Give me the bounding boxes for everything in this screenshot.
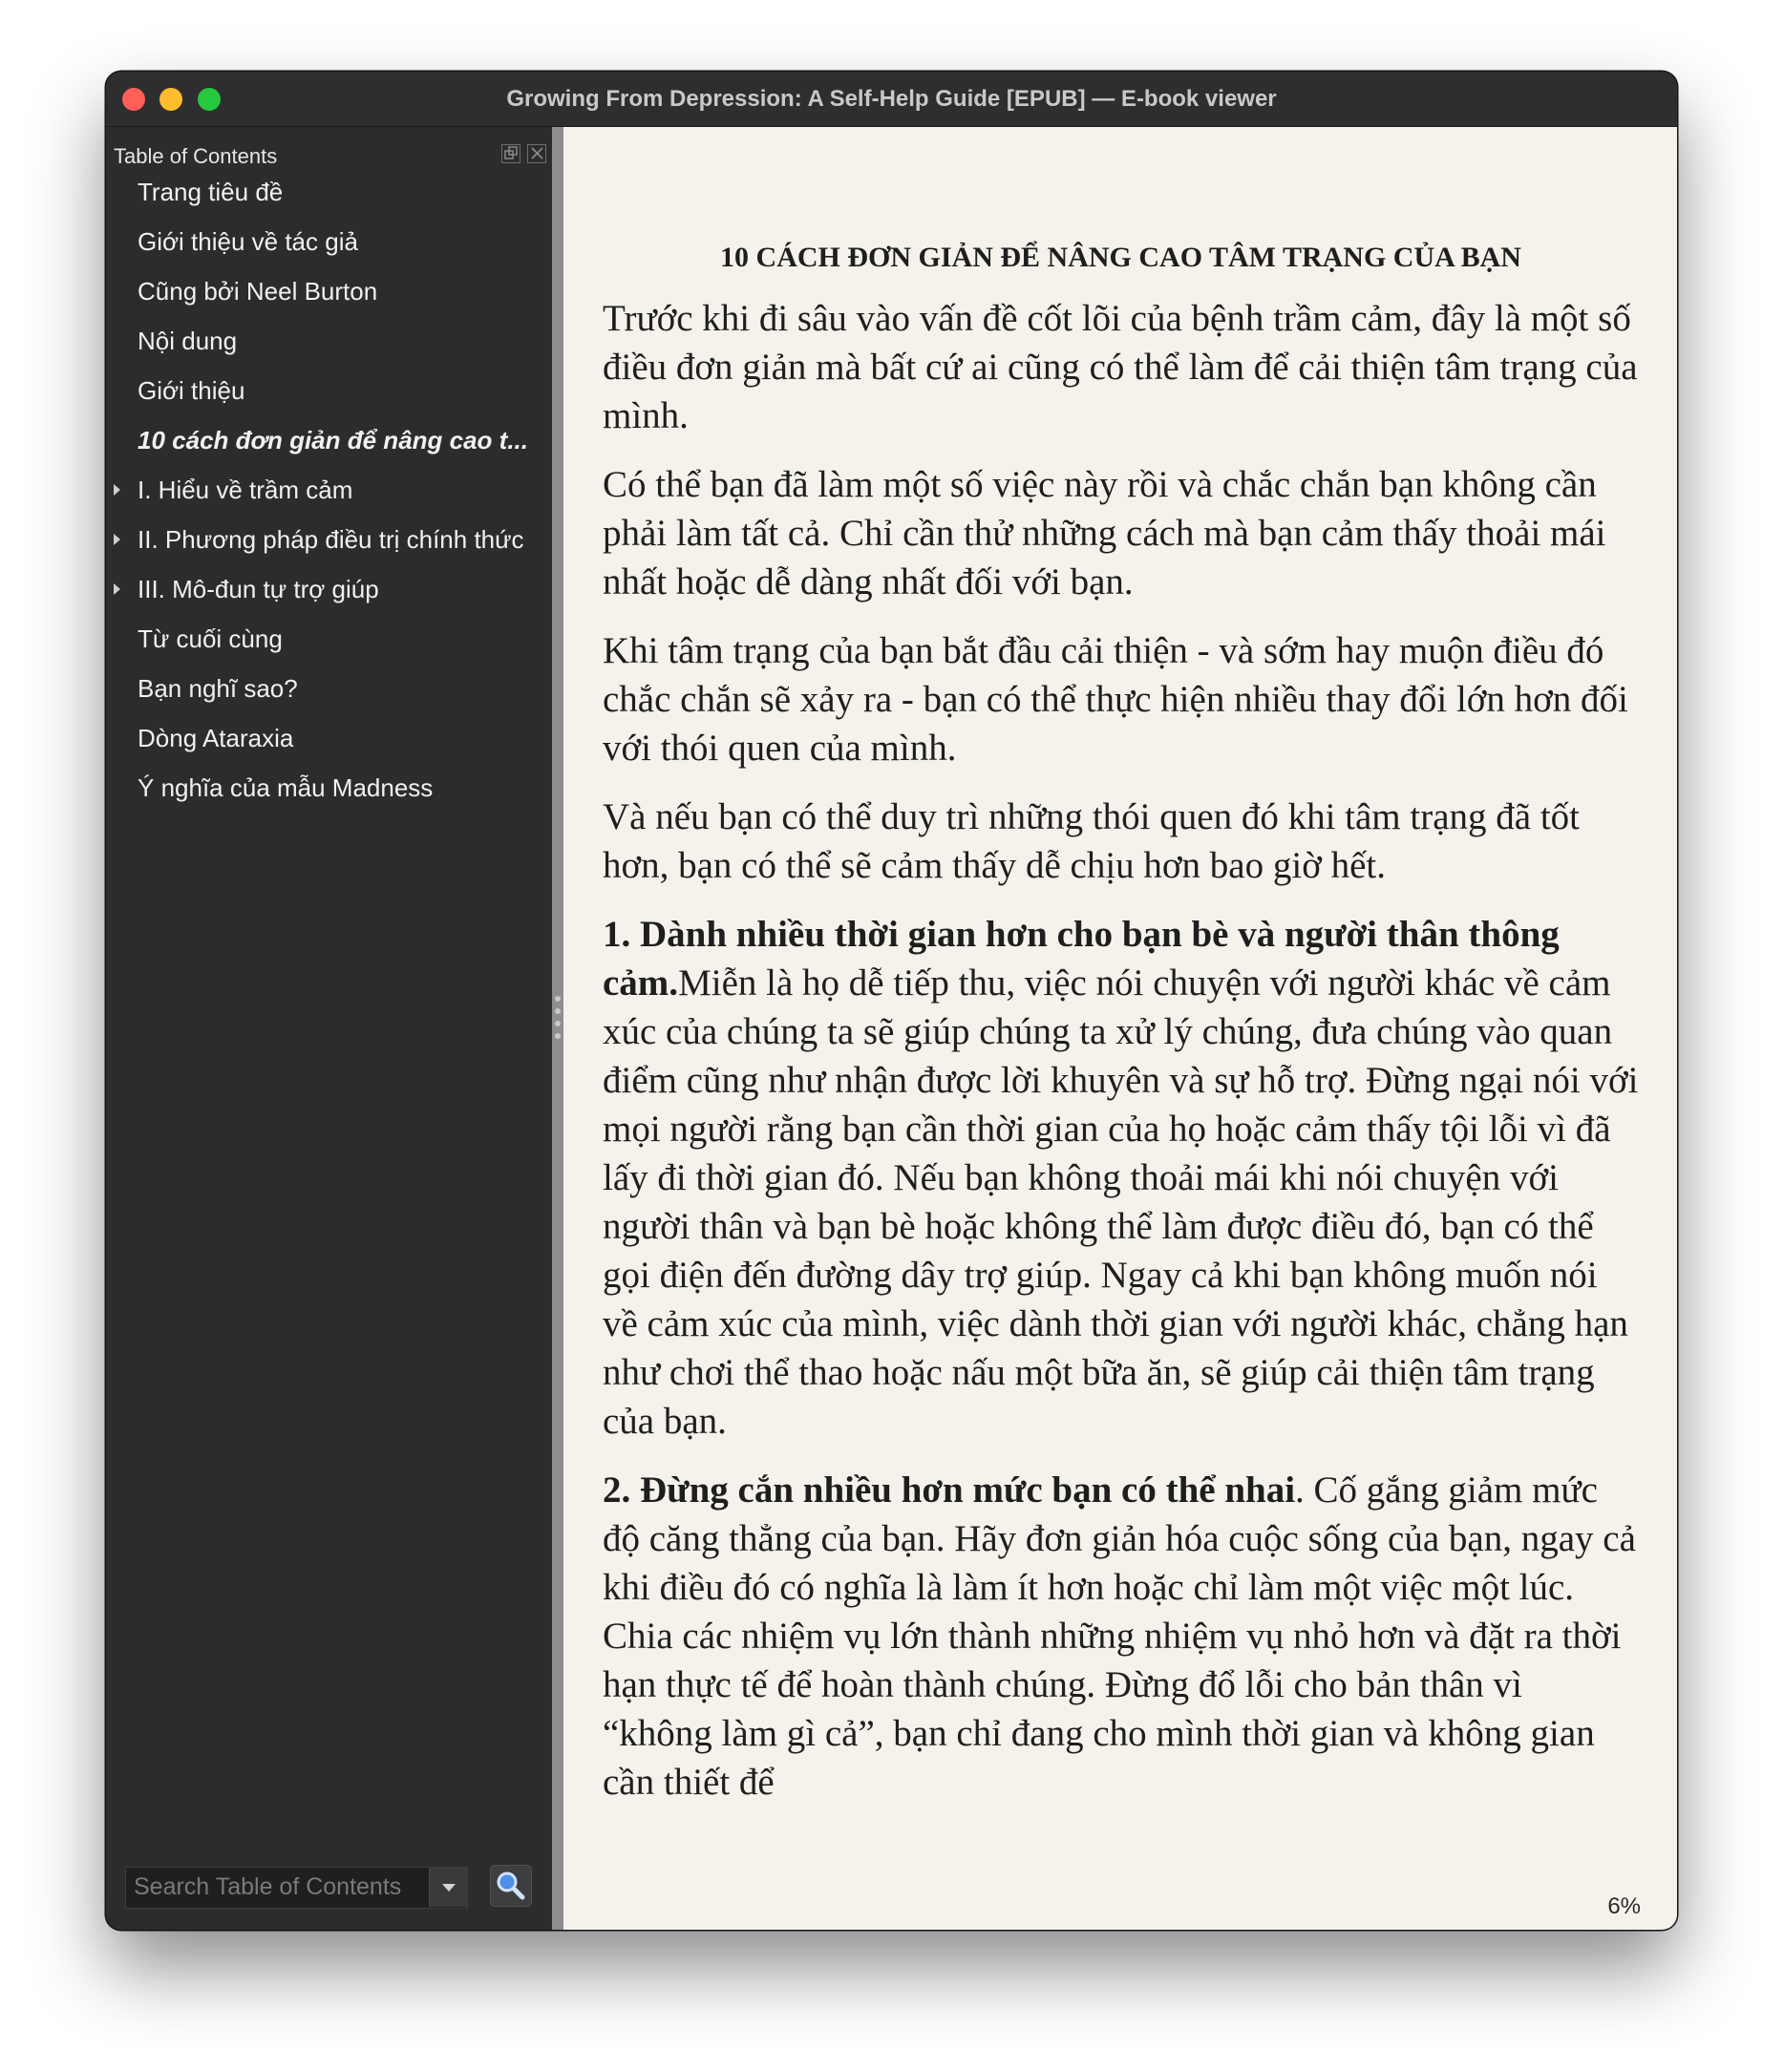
toc-item-label: III. Mô-đun tự trợ giúp <box>138 575 379 603</box>
toc-item[interactable]: Giới thiệu về tác giả <box>138 227 358 256</box>
splitter-grip-dot <box>555 1033 561 1039</box>
toc-panel-title: Table of Contents <box>114 144 278 168</box>
panel-splitter[interactable] <box>552 127 563 1930</box>
expand-arrow-icon[interactable] <box>114 484 120 496</box>
toc-item[interactable]: Bạn nghĩ sao? <box>138 674 298 703</box>
toc-item[interactable]: Ý nghĩa của mẫu Madness <box>138 773 434 802</box>
tip-body: . Cố gắng giảm mức độ căng thẳng của bạn. Hãy đơn giản hóa cuộc sống của bạn, ngay cả khi điều đó có nghĩa là làm ít hơn hoặc chỉ làm một việc một lúc. Chia các nhiệm vụ lớn thành những nhiệm vụ nhỏ hơn và đặt ra thời hạn thực tế để hoàn thành chúng. Đừng đổ lỗi cho bản thân vì “không làm gì cả”, bạn chỉ đang cho mình thời gian và không gian cần thiết để <box>603 1469 1636 1803</box>
search-button[interactable] <box>490 1865 532 1907</box>
toc-item-expandable[interactable] <box>106 465 534 515</box>
toc-list <box>106 167 552 813</box>
toc-item-expandable[interactable] <box>106 515 534 564</box>
tip-body: Miễn là họ dễ tiếp thu, việc nói chuyện với người khác về cảm xúc của chúng ta sẽ giúp chúng ta xử lý chúng, đưa chúng vào quan điểm cũng như nhận được lời khuyên và sự hỗ trợ. Đừng ngại nói với mọi người rằng bạn cần thời gian của họ hoặc cảm thấy tội lỗi vì đã lấy đi thời gian đó. Nếu bạn không thoải mái khi nói chuyện với người thân và bạn bè hoặc không thể làm được điều đó, bạn có thể gọi điện đến đường dây trợ giúp. Ngay cả khi bạn không muốn nói về cảm xúc của mình, việc dành thời gian với người khác, chẳng hạn như chơi thể thao hoặc nấu một bữa ăn, sẽ giúp cải thiện tâm trạng của bạn. <box>603 962 1639 1442</box>
toc-panel <box>106 127 552 1930</box>
toc-item[interactable]: Giới thiệu <box>138 376 245 405</box>
toc-item-expandable[interactable] <box>106 564 534 614</box>
book-content <box>603 239 1639 1827</box>
paragraph: Trước khi đi sâu vào vấn đề cốt lõi của bệnh trầm cảm, đây là một số điều đơn giản mà bất cứ ai cũng có thể làm để cải thiện tâm trạng của mình. <box>603 298 1638 436</box>
tip-paragraph <box>603 1466 1639 1807</box>
toc-item[interactable]: Dòng Ataraxia <box>138 724 294 752</box>
toc-item[interactable]: Từ cuối cùng <box>138 624 283 653</box>
paragraph: Và nếu bạn có thể duy trì những thói quen đó khi tâm trạng đã tốt hơn, bạn có thể sẽ cảm thấy dễ chịu hơn bao giờ hết. <box>603 796 1581 886</box>
reading-progress: 6% <box>1607 1893 1641 1919</box>
expand-arrow-icon[interactable] <box>114 534 120 545</box>
toc-item-current[interactable]: 10 cách đơn giản để nâng cao t... <box>138 426 528 455</box>
search-history-dropdown[interactable] <box>429 1868 467 1907</box>
tip-heading: 2. Đừng cắn nhiều hơn mức bạn có thể nhai <box>603 1469 1296 1511</box>
expand-arrow-icon[interactable] <box>114 583 120 595</box>
toc-search-input[interactable] <box>126 1868 426 1907</box>
tip-heading: 1. Dành nhiều thời gian hơn cho bạn bè và người thân thông cảm. <box>603 914 1560 1004</box>
window-title: Growing From Depression: A Self-Help Guide [EPUB] — E-book viewer <box>506 86 1277 112</box>
toc-item-label: II. Phương pháp điều trị chính thức <box>138 525 524 554</box>
paragraph: Có thể bạn đã làm một số việc này rồi và chắc chắn bạn không cần phải làm tất cả. Chỉ cần thử những cách mà bạn cảm thấy thoải mái nhất hoặc dễ dàng nhất đối với bạn. <box>603 464 1606 603</box>
splitter-grip-dot <box>555 996 561 1002</box>
chapter-title: 10 CÁCH ĐƠN GIẢN ĐỂ NÂNG CAO TÂM TRẠNG CỦA BẠN <box>720 242 1521 273</box>
toc-item[interactable]: Nội dung <box>138 327 238 355</box>
close-panel-icon[interactable] <box>527 144 546 163</box>
toc-item[interactable]: Trang tiêu đề <box>138 178 284 206</box>
paragraph: Khi tâm trạng của bạn bắt đầu cải thiện - và sớm hay muộn điều đó chắc chắn sẽ xảy ra - bạn có thể thực hiện nhiều thay đổi lớn hơn đối với thói quen của mình. <box>603 630 1628 769</box>
search-icon <box>491 1866 530 1905</box>
title-bar <box>106 72 1677 127</box>
toc-search-box <box>125 1867 468 1909</box>
float-panel-icon[interactable] <box>501 144 520 163</box>
book-reader-pane[interactable] <box>563 127 1677 1930</box>
splitter-grip-dot <box>555 1008 561 1014</box>
tip-paragraph <box>603 910 1639 1446</box>
ebook-viewer-window <box>106 72 1677 1930</box>
toc-item-label: I. Hiểu về trầm cảm <box>138 476 353 504</box>
toc-item[interactable]: Cũng bởi Neel Burton <box>138 277 378 306</box>
splitter-grip-dot <box>555 1021 561 1026</box>
